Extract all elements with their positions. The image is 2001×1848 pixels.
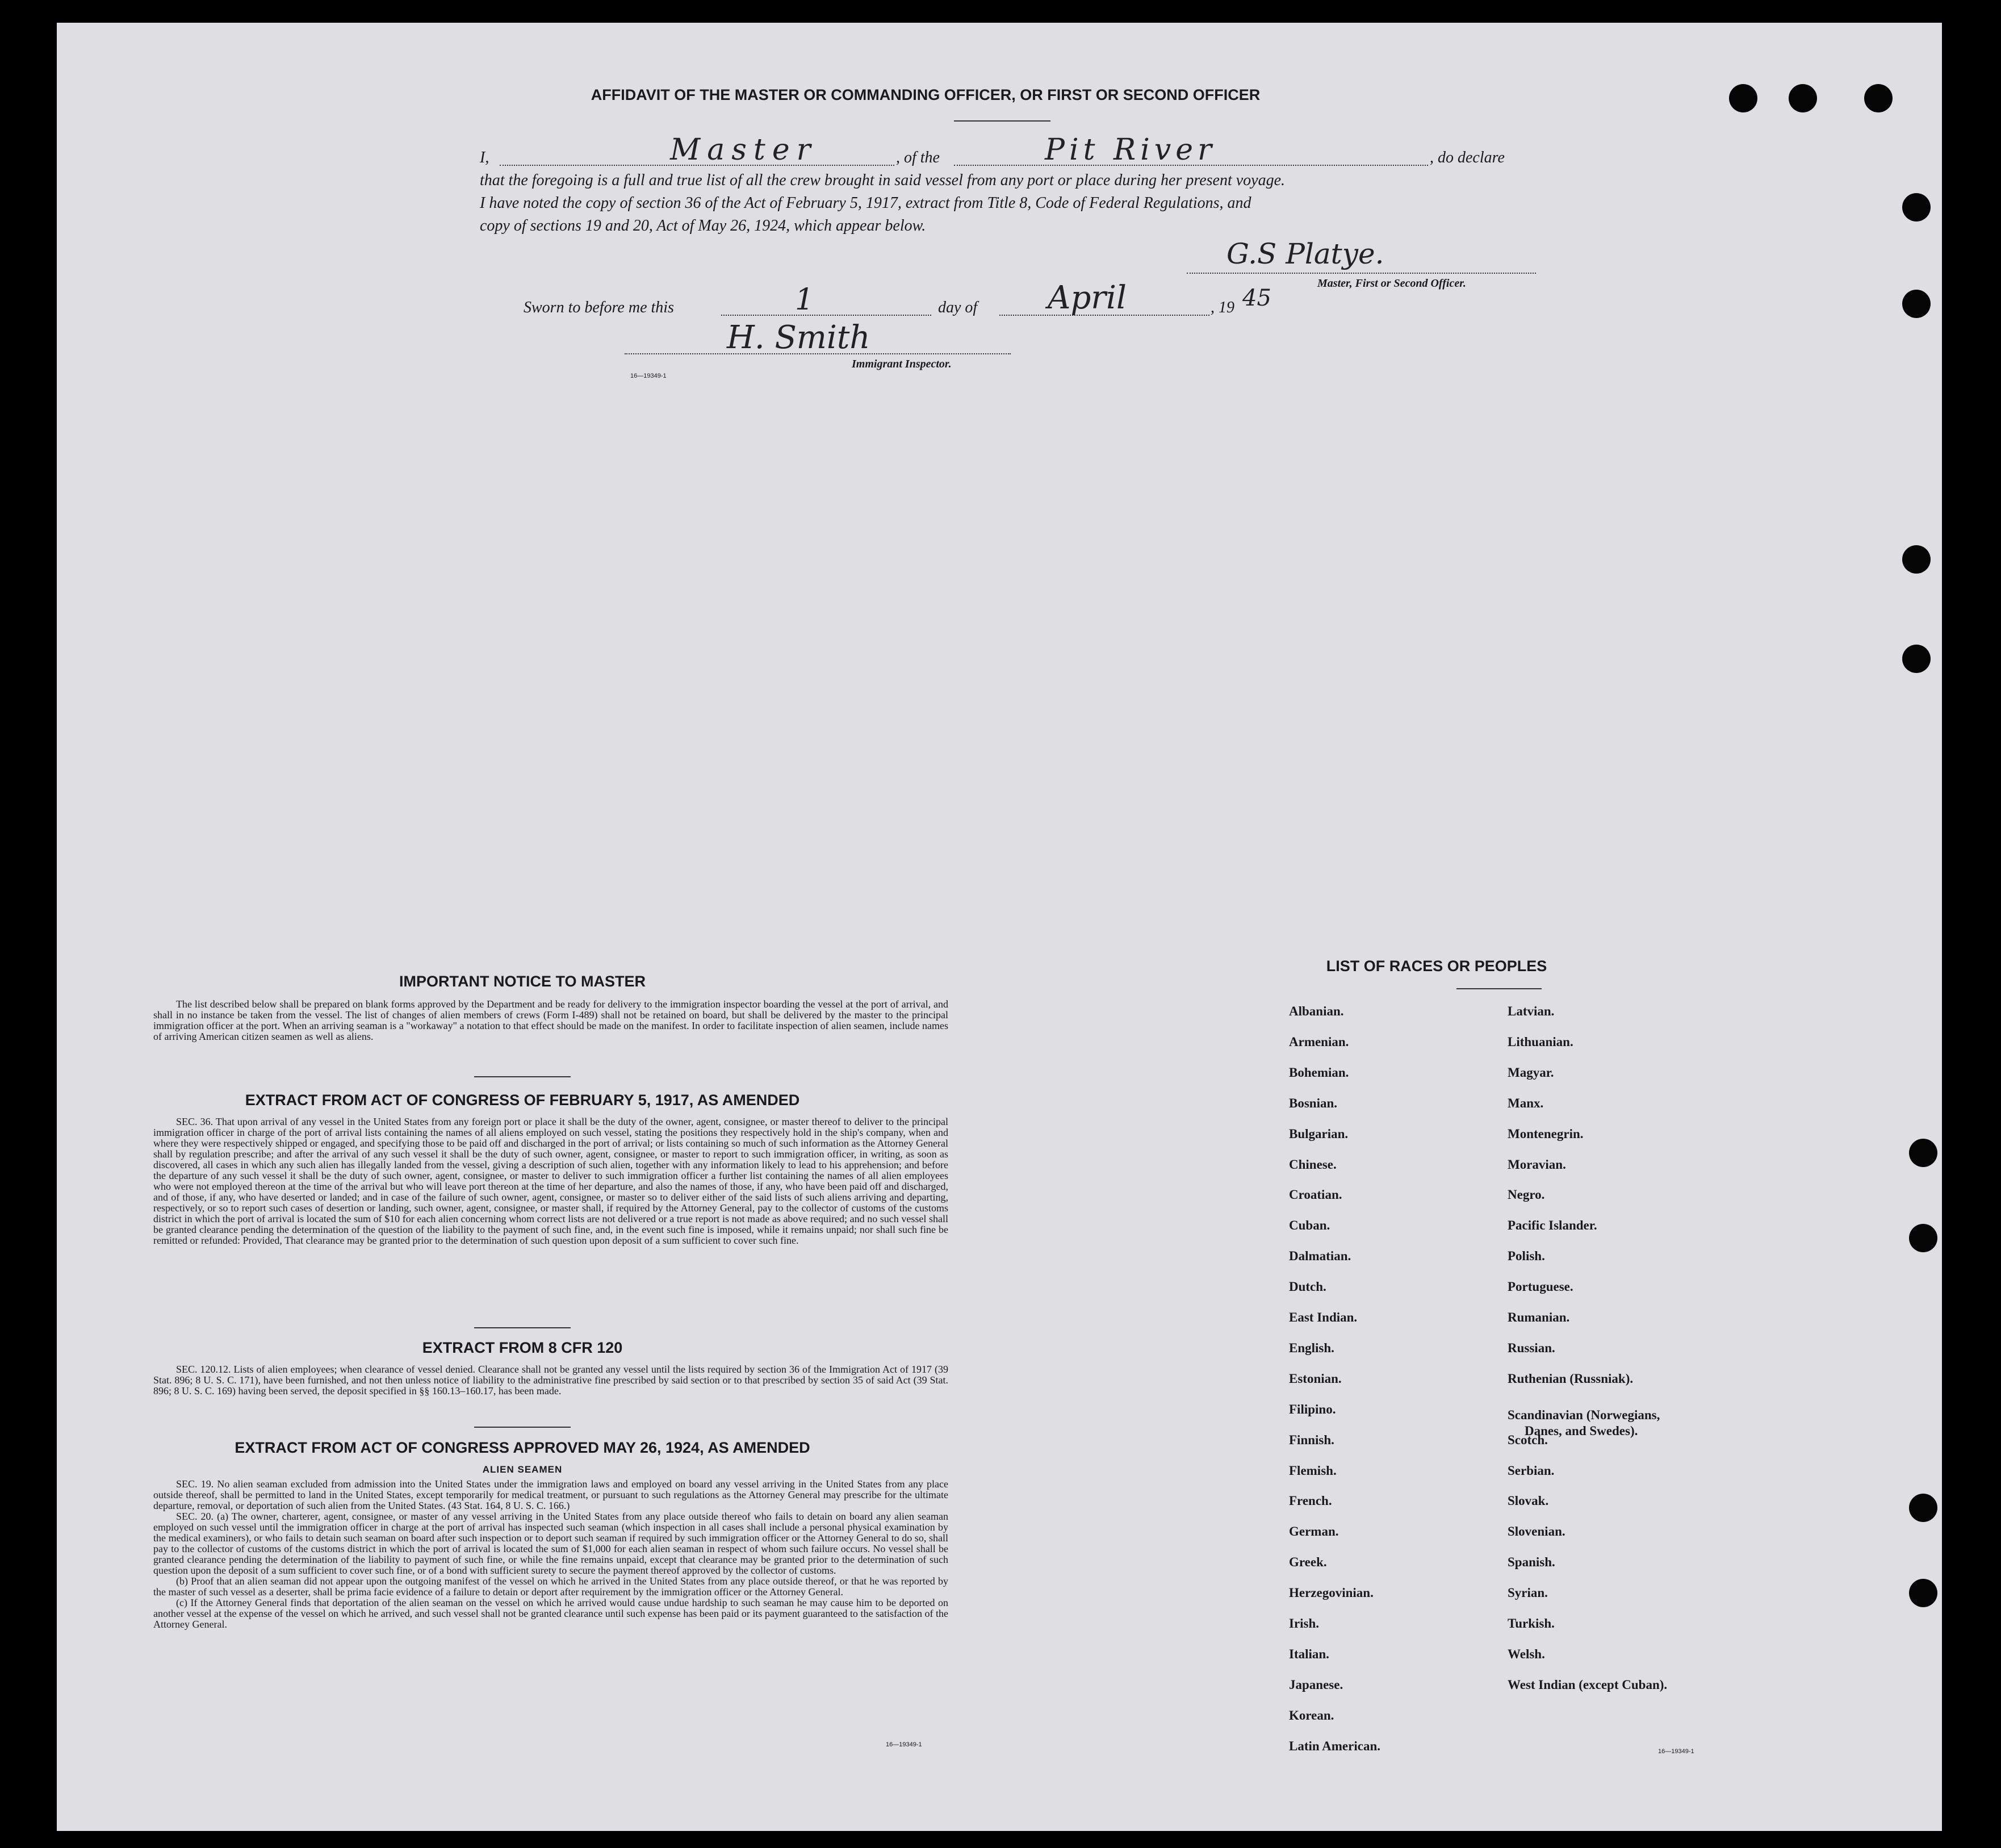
sec-20b-paragraph: (b) Proof that an alien seaman did not appear upon the outgoing manifest of the vessel on which he arrived in the United States from any place outside thereof, or that he was reported by the master of such vessel as a deserter, shall be prima facie evidence of a failure to detain or deport after requirement by the immigration officer or the Attorney General. [153,1575,948,1598]
race-item: Japanese. [1289,1678,1343,1692]
master-caption: Master, First or Second Officer. [1317,277,1466,290]
name-field: Master [670,133,818,167]
race-item: Spanish. [1508,1555,1555,1569]
race-item: Danes, and Swedes). [1525,1424,1638,1438]
race-item: Portuguese. [1508,1280,1573,1294]
punch-hole [1902,290,1931,318]
race-item: Bohemian. [1289,1065,1349,1080]
race-item: Bulgarian. [1289,1127,1349,1141]
sec-20c-paragraph: (c) If the Attorney General finds that deportation of the alien seaman on the vessel on which he arrived would cause undue hardship to such seaman he may cause him to be deported on another vessel at the expense of the vessel on which he arrived, and such vessel shall not be granted clearance until such expense has been paid or its payment guaranteed to the satisfaction of the Attorney General. [153,1597,948,1630]
extract-cfr-body [153,1364,948,1410]
races-title: LIST OF RACES OR PEOPLES [1326,958,1547,975]
punch-hole [1729,84,1757,112]
punch-hole [1909,1224,1937,1252]
race-item: Syrian. [1508,1586,1548,1600]
sec-20a-paragraph: SEC. 20. (a) The owner, charterer, agent, consignee, or master of any vessel arriving in the United States from any place outside thereof who fails to detain on board any alien seaman employed on such vessel until the immigration officer in charge at the port of arrival has inspected such seaman (which inspection in all cases shall include a personal physical examination by the medical examiners), or who fails to detain such seaman on board after such inspection or to deport such seaman if required by such immigration officer or the Attorney General to do so, shall pay to the collector of customs of the customs district in which the port of arrival is located the sum of $1,000 for each alien seaman in respect of whom such failure occurs. No vessel shall be granted clearance pending the determination of the liability to payment of such fine, or while the fine remains unpaid, except that clearance may be granted prior to the determination of such question upon the deposit of a sum sufficient to cover such fine, or of a bond with sufficient surety to secure the payment thereof approved by the collector of customs. [153,1511,948,1576]
race-item: Slovak. [1508,1494,1549,1508]
notice-paragraph: The list described below shall be prepared on blank forms approved by the Department and be ready for delivery to the immigration inspector boarding the vessel at the port of arrival, and shall in no instance be taken from the vessel. The list of changes of alien members of crews (Form I-489) shall not be retained on board, but shall be delivered by the master to the principal immigration officer at the port. When an arriving seaman is a "workaway" a notation to that effect should be made on the manifest. In order to facilitate inspection of alien seamen, include names of arriving American citizen seamen as well as aliens. [153,998,948,1042]
extract-1924-title: EXTRACT FROM ACT OF CONGRESS APPROVED MAY 26, 1924, AS AMENDED [235,1439,810,1456]
race-item: Magyar. [1508,1065,1554,1080]
divider [1456,988,1542,989]
punch-hole [1902,545,1931,574]
alien-seamen-subtitle: ALIEN SEAMEN [482,1464,563,1475]
do-declare-label: , do declare [1430,149,1505,166]
punch-hole [1789,84,1817,112]
race-item: Croatian. [1289,1188,1342,1202]
punch-hole [1864,84,1893,112]
notice-body [153,999,948,1058]
day-field: 1 [795,283,814,317]
race-item: Irish. [1289,1616,1320,1630]
race-item: Bosnian. [1289,1096,1338,1110]
race-item: Herzegovinian. [1289,1586,1374,1600]
affidavit-line-4: copy of sections 19 and 20, Act of May 26, 1924, which appear below. [480,217,926,235]
race-item: Welsh. [1508,1647,1545,1661]
race-item: Ruthenian (Russniak). [1508,1372,1634,1386]
race-item: Chinese. [1289,1157,1337,1172]
master-signature: G.S Platye. [1226,237,1384,270]
notice-title: IMPORTANT NOTICE TO MASTER [399,973,646,990]
punch-hole [1909,1579,1937,1607]
sec-19-paragraph: SEC. 19. No alien seaman excluded from admission into the United States under the immigration laws and employed on board any vessel arriving in the United States from any place outside thereof, shall be permitted to land in the United States, except temporarily for medical treatment, or pursuant to such regulations as the Attorney General may prescribe for the ultimate departure, removal, or deportation of such alien from the United States. (43 Stat. 164, 8 U. S. C. 166.) [153,1478,948,1511]
race-item: Scandinavian (Norwegians, [1508,1408,1660,1422]
race-item: Rumanian. [1508,1310,1570,1324]
race-item: Cuban. [1289,1218,1330,1232]
race-item: Korean. [1289,1708,1334,1722]
sec-36-paragraph: SEC. 36. That upon arrival of any vessel in the United States from any foreign port or place it shall be the duty of the owner, agent, consignee, or master thereof to deliver to the principal immigration officer in charge of the port of arrival lists containing the names of all aliens employed on such vessel, stating the positions they respectively hold in the ship's company, when and where they were respectively shipped or engaged, and specifying those to be paid off and discharged in the port of arrival; or lists containing so much of such information as the Attorney General shall by regulation prescribe; and after the arrival of any such vessel it shall be the duty of such owner, agent, consignee, or master to report to such immigration officer, in writing, as soon as discovered, all cases in which any such alien has illegally landed from the vessel, giving a description of such alien, together with any information likely to lead to his apprehension; and before the departure of any such vessel it shall be the duty of such owner, agent, consignee, or master to deliver to such immigration officer a further list containing the names of all alien employees who were not employed thereon at the time of the arrival but who will leave port thereon at the time of her departure, and also the names of those, if any, who have been paid off and discharged, and of those, if any, who have deserted or landed; and in case of the failure of such owner, agent, consignee, or master so to deliver either of the said lists of such aliens arriving and departing, respectively, or so to report such cases of desertion or landing, such owner, agent, consignee, or master shall, if required by the Attorney General, pay to the collector of customs of the customs district in which the port of arrival is located the sum of $10 for each alien concerning whom correct lists are not delivered or a true report is not made as above required; and no such vessel shall be granted clearance pending the determination of the question of the liability to the payment of such fine, and, in the event such fine is imposed, while it remains unpaid; nor shall such fine be remitted or refunded: Provided, That clearance may be granted prior to the determination of such question upon deposit of a sum sufficient to cover such fine. [153,1116,948,1246]
race-item: Lithuanian. [1508,1035,1573,1049]
race-item: Russian. [1508,1341,1555,1355]
divider [954,120,1050,122]
race-item: Slovenian. [1508,1524,1565,1538]
punch-hole [1902,193,1931,221]
race-item: Dutch. [1289,1280,1326,1294]
race-item: West Indian (except Cuban). [1508,1678,1668,1692]
affidavit-title: AFFIDAVIT OF THE MASTER OR COMMANDING OFFICER, OR FIRST OR SECOND OFFICER [591,86,1261,103]
inspector-caption: Immigrant Inspector. [852,358,952,370]
divider [474,1327,571,1328]
sec-120-12-paragraph: SEC. 120.12. Lists of alien employees; when clearance of vessel denied. Clearance shall not be granted any vessel until the lists required by section 36 of the Immigration Act of 1917 (39 Stat. 896; 8 U. S. C. 171), have been furnished, and not then unless notice of liability to the administrative fine prescribed by said section or to that prescribed by section 35 of said Act (39 Stat. 896; 8 U. S. C. 169) having been served, the deposit specified in §§ 160.13–160.17, has been made. [153,1364,948,1397]
extract-cfr-title: EXTRACT FROM 8 CFR 120 [422,1339,623,1356]
race-item: Albanian. [1289,1004,1344,1018]
divider [474,1076,571,1077]
divider [474,1427,571,1428]
day-of-label: day of [938,299,978,316]
punch-hole [1909,1494,1937,1522]
vessel-field: Pit River [1045,133,1216,167]
extract-1917-body [153,1117,948,1327]
race-item: German. [1289,1524,1339,1538]
race-item: Latvian. [1508,1004,1555,1018]
of-the-label: , of the [896,149,940,166]
form-sheet [57,23,1942,1831]
inspector-signature: H. Smith [727,319,870,356]
affidavit-i-label: I, [480,149,489,166]
affidavit-line-3: I have noted the copy of section 36 of the Act of February 5, 1917, extract from Title 8, Code of Federal Regulations, and [480,194,1251,212]
form-number: 16—19349-1 [630,373,667,379]
master-signature-line [1187,273,1536,274]
race-item: English. [1289,1341,1334,1355]
punch-hole [1902,645,1931,673]
race-item: Polish. [1508,1249,1545,1263]
race-item: Flemish. [1289,1464,1337,1478]
race-item: Scotch. [1508,1433,1548,1447]
race-item: Latin American. [1289,1739,1380,1753]
race-item: Montenegrin. [1508,1127,1584,1141]
race-item: Serbian. [1508,1464,1555,1478]
affidavit-line-2: that the foregoing is a full and true list of all the crew brought in said vessel from any port or place during her present voyage. [480,172,1286,189]
form-number: 16—19349-1 [886,1741,922,1748]
race-item: Dalmatian. [1289,1249,1351,1263]
race-item: French. [1289,1494,1332,1508]
race-item: East Indian. [1289,1310,1358,1324]
punch-hole [1909,1139,1937,1167]
race-item: Pacific Islander. [1508,1218,1597,1232]
race-item: Finnish. [1289,1433,1334,1447]
sworn-label: Sworn to before me this [524,299,674,316]
race-item: Italian. [1289,1647,1329,1661]
race-item: Negro. [1508,1188,1545,1202]
form-number: 16—19349-1 [1658,1748,1694,1755]
year-prefix: , 19 [1211,299,1234,316]
year-field: 45 [1242,285,1271,311]
race-item: Filipino. [1289,1402,1336,1416]
race-item: Manx. [1508,1096,1544,1110]
race-item: Moravian. [1508,1157,1566,1172]
extract-1924-body [153,1479,948,1734]
race-item: Armenian. [1289,1035,1349,1049]
month-field: April [1048,279,1127,316]
extract-1917-title: EXTRACT FROM ACT OF CONGRESS OF FEBRUARY 5, 1917, AS AMENDED [245,1092,800,1109]
race-item: Estonian. [1289,1372,1342,1386]
race-item: Greek. [1289,1555,1327,1569]
race-item: Turkish. [1508,1616,1555,1630]
day-field-line [721,315,931,316]
